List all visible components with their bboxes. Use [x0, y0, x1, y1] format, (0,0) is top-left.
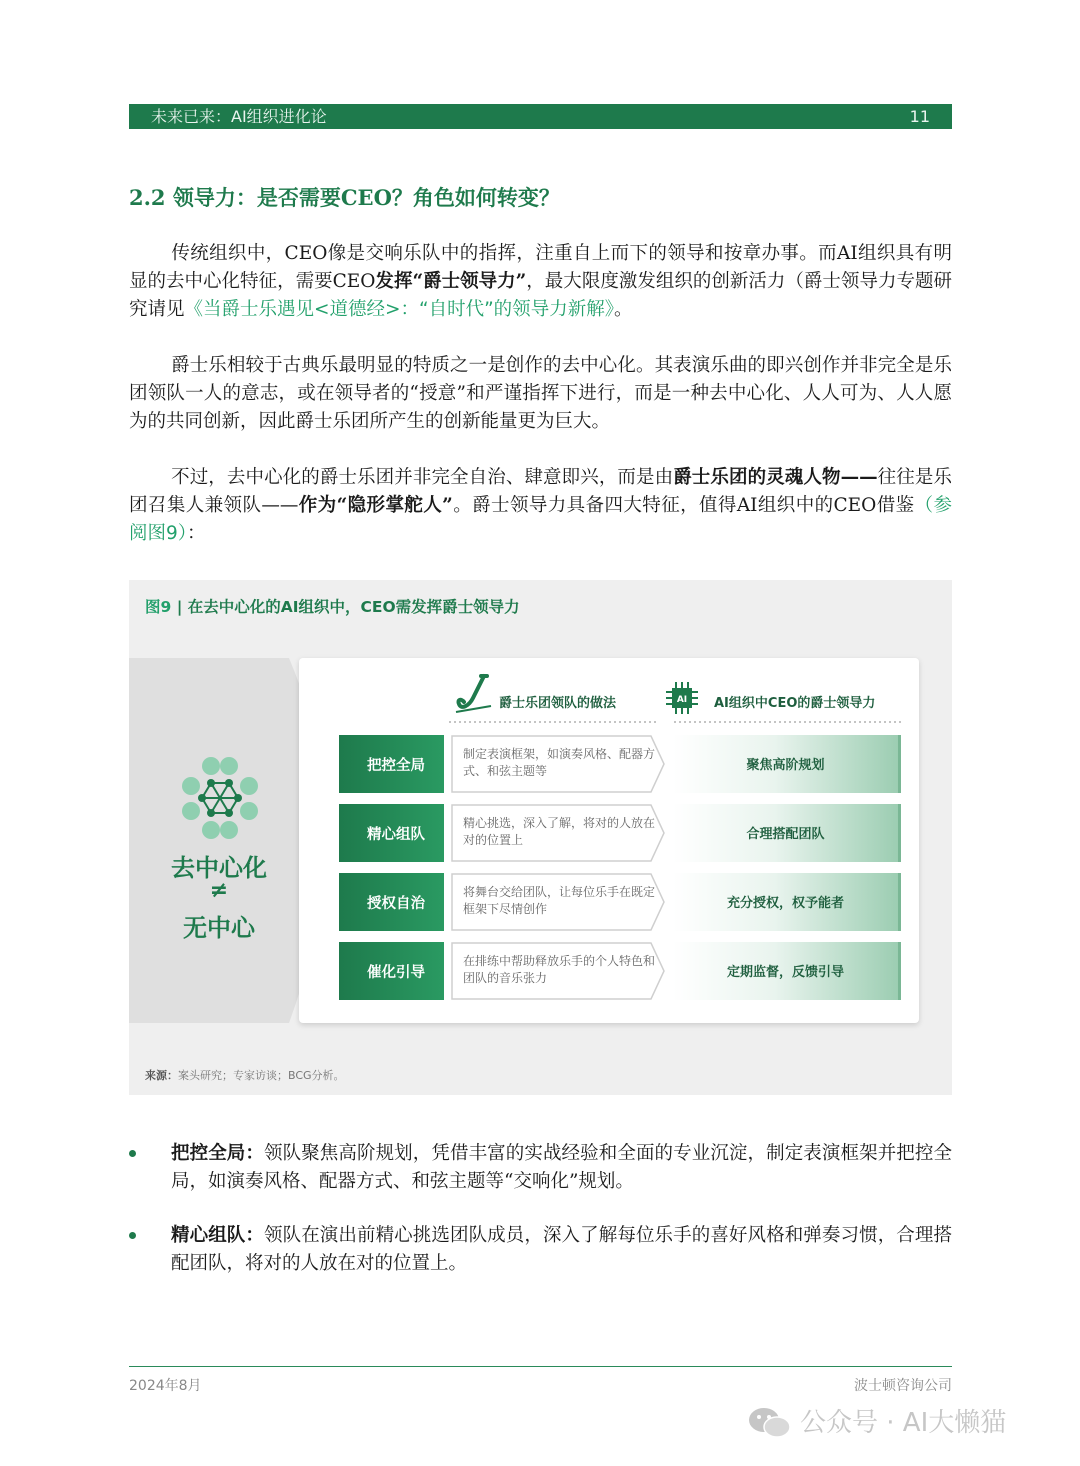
para3-bold-2: 作为“隐形掌舵人”: [298, 495, 453, 516]
decentralization-panel: [129, 658, 319, 1023]
decentralized-label: 去中心化: [171, 854, 267, 882]
para1-text-3: 。: [613, 299, 633, 320]
paragraph-1: [129, 240, 952, 324]
paragraph-2: [129, 352, 952, 436]
footer-divider: [129, 1366, 952, 1367]
para3-bold-1: 爵士乐团的灵魂人物——: [673, 467, 878, 488]
row-desc-team: 精心挑选，深入了解，将对的人放在对的位置上: [451, 804, 666, 862]
row-label-autonomy: 授权自治: [339, 873, 444, 931]
footer-company: 波士顿咨询公司: [854, 1378, 952, 1394]
para3-text-1: 不过，去中心化的爵士乐团并非完全自治、肆意即兴，而是由: [171, 467, 674, 488]
row-label-team: 精心组队: [339, 804, 444, 862]
figure-9: [129, 580, 952, 1095]
ai-chip-icon: [664, 680, 700, 716]
comparison-card: [299, 658, 919, 1023]
row-ceo-control: 聚焦高阶规划: [673, 735, 901, 793]
row-label-guide: 催化引导: [339, 942, 444, 1000]
figure-number: 图9: [145, 598, 172, 616]
para1-reference-link[interactable]: 《当爵士乐遇见<道德经>：“自时代”的领导力新解》: [184, 299, 614, 320]
centerless-label: 无中心: [183, 914, 255, 942]
paragraph-3: [129, 464, 952, 548]
bullet-1-label: 把控全局：: [171, 1143, 264, 1164]
document-title: 未来已来：AI组织进化论: [151, 107, 327, 126]
column-header-ceo: AI组织中CEO的爵士领导力: [714, 696, 876, 711]
row-ceo-autonomy: 充分授权，权予能者: [673, 873, 901, 931]
bullet-2-label: 精心组队：: [171, 1225, 264, 1246]
watermark-text: 公众号 · AI大懒猫: [800, 1408, 1007, 1438]
figure-reference-link[interactable]: （参阅图9）: [129, 495, 952, 544]
section-heading: 2.2 领导力：是否需要CEO？角色如何转变？: [129, 185, 560, 210]
running-header: [129, 104, 952, 129]
bullet-2-text: 领队在演出前精心挑选团队成员，深入了解每位乐手的喜好风格和弹奏习惯，合理搭配团队，将对的人放在对的位置上。: [171, 1225, 952, 1274]
bullet-dot: [129, 1150, 136, 1157]
row-label-control: 把控全局: [339, 735, 444, 793]
figure-title-text: 在去中心化的AI组织中，CEO需发挥爵士领导力: [187, 598, 520, 616]
row-ceo-team: 合理搭配团队: [673, 804, 901, 862]
para1-text-2: ，最大限度激发组织的创新活力（爵士领导力专题研究请见: [129, 271, 952, 320]
row-desc-control: 制定表演框架，如演奏风格、配器方式、和弦主题等: [451, 735, 666, 793]
para2-text: 爵士乐相较于古典乐最明显的特质之一是创作的去中心化。其表演乐曲的即兴创作并非完全是乐团领队一人的意志，或在领导者的“授意”和严谨指挥下进行，而是一种去中心化、人人可为、人人愿为的共同创新，因此爵士乐团所产生的创新能量更为巨大。: [129, 355, 952, 432]
row-desc-guide: 在排练中帮助释放乐手的个人特色和团队的音乐张力: [451, 942, 666, 1000]
wechat-icon: [748, 1406, 792, 1440]
para3-text-2: 往往是乐团召集人兼领队——: [129, 467, 952, 516]
bullet-1-text: 领队聚焦高阶规划，凭借丰富的实战经验和全面的专业沉淀，制定表演框架并把控全局，如演奏风格、配器方式、和弦主题等“交响化”规划。: [171, 1143, 952, 1192]
column-header-jazz: 爵士乐团领队的做法: [499, 696, 617, 711]
not-equal-symbol: ≠: [209, 878, 229, 903]
footer-date: 2024年8月: [129, 1378, 202, 1394]
network-icon: [129, 658, 319, 1023]
header-divider: [449, 720, 904, 724]
para3-text-4: ：: [187, 523, 206, 544]
para1-text-1: 传统组织中，CEO像是交响乐队中的指挥，注重自上而下的领导和按章办事。而AI组织具有明显的去中心化特征，需要CEO: [129, 243, 952, 292]
figure-source: 来源：案头研究；专家访谈；BCG分析。: [145, 1069, 345, 1082]
para3-text-3: 。爵士领导力具备四大特征，值得AI组织中的CEO借鉴: [452, 495, 915, 516]
row-desc-autonomy: 将舞台交给团队，让每位乐手在既定框架下尽情创作: [451, 873, 666, 931]
saxophone-icon: [451, 672, 495, 716]
bullet-dot: [129, 1232, 136, 1239]
figure-title: 图9 | 在去中心化的AI组织中，CEO需发挥爵士领导力: [145, 598, 520, 616]
row-ceo-guide: 定期监督，反馈引导: [673, 942, 901, 1000]
svg-text:AI: AI: [676, 695, 688, 705]
para1-bold: 发挥“爵士领导力”: [375, 271, 527, 292]
page-number: 11: [909, 107, 930, 126]
